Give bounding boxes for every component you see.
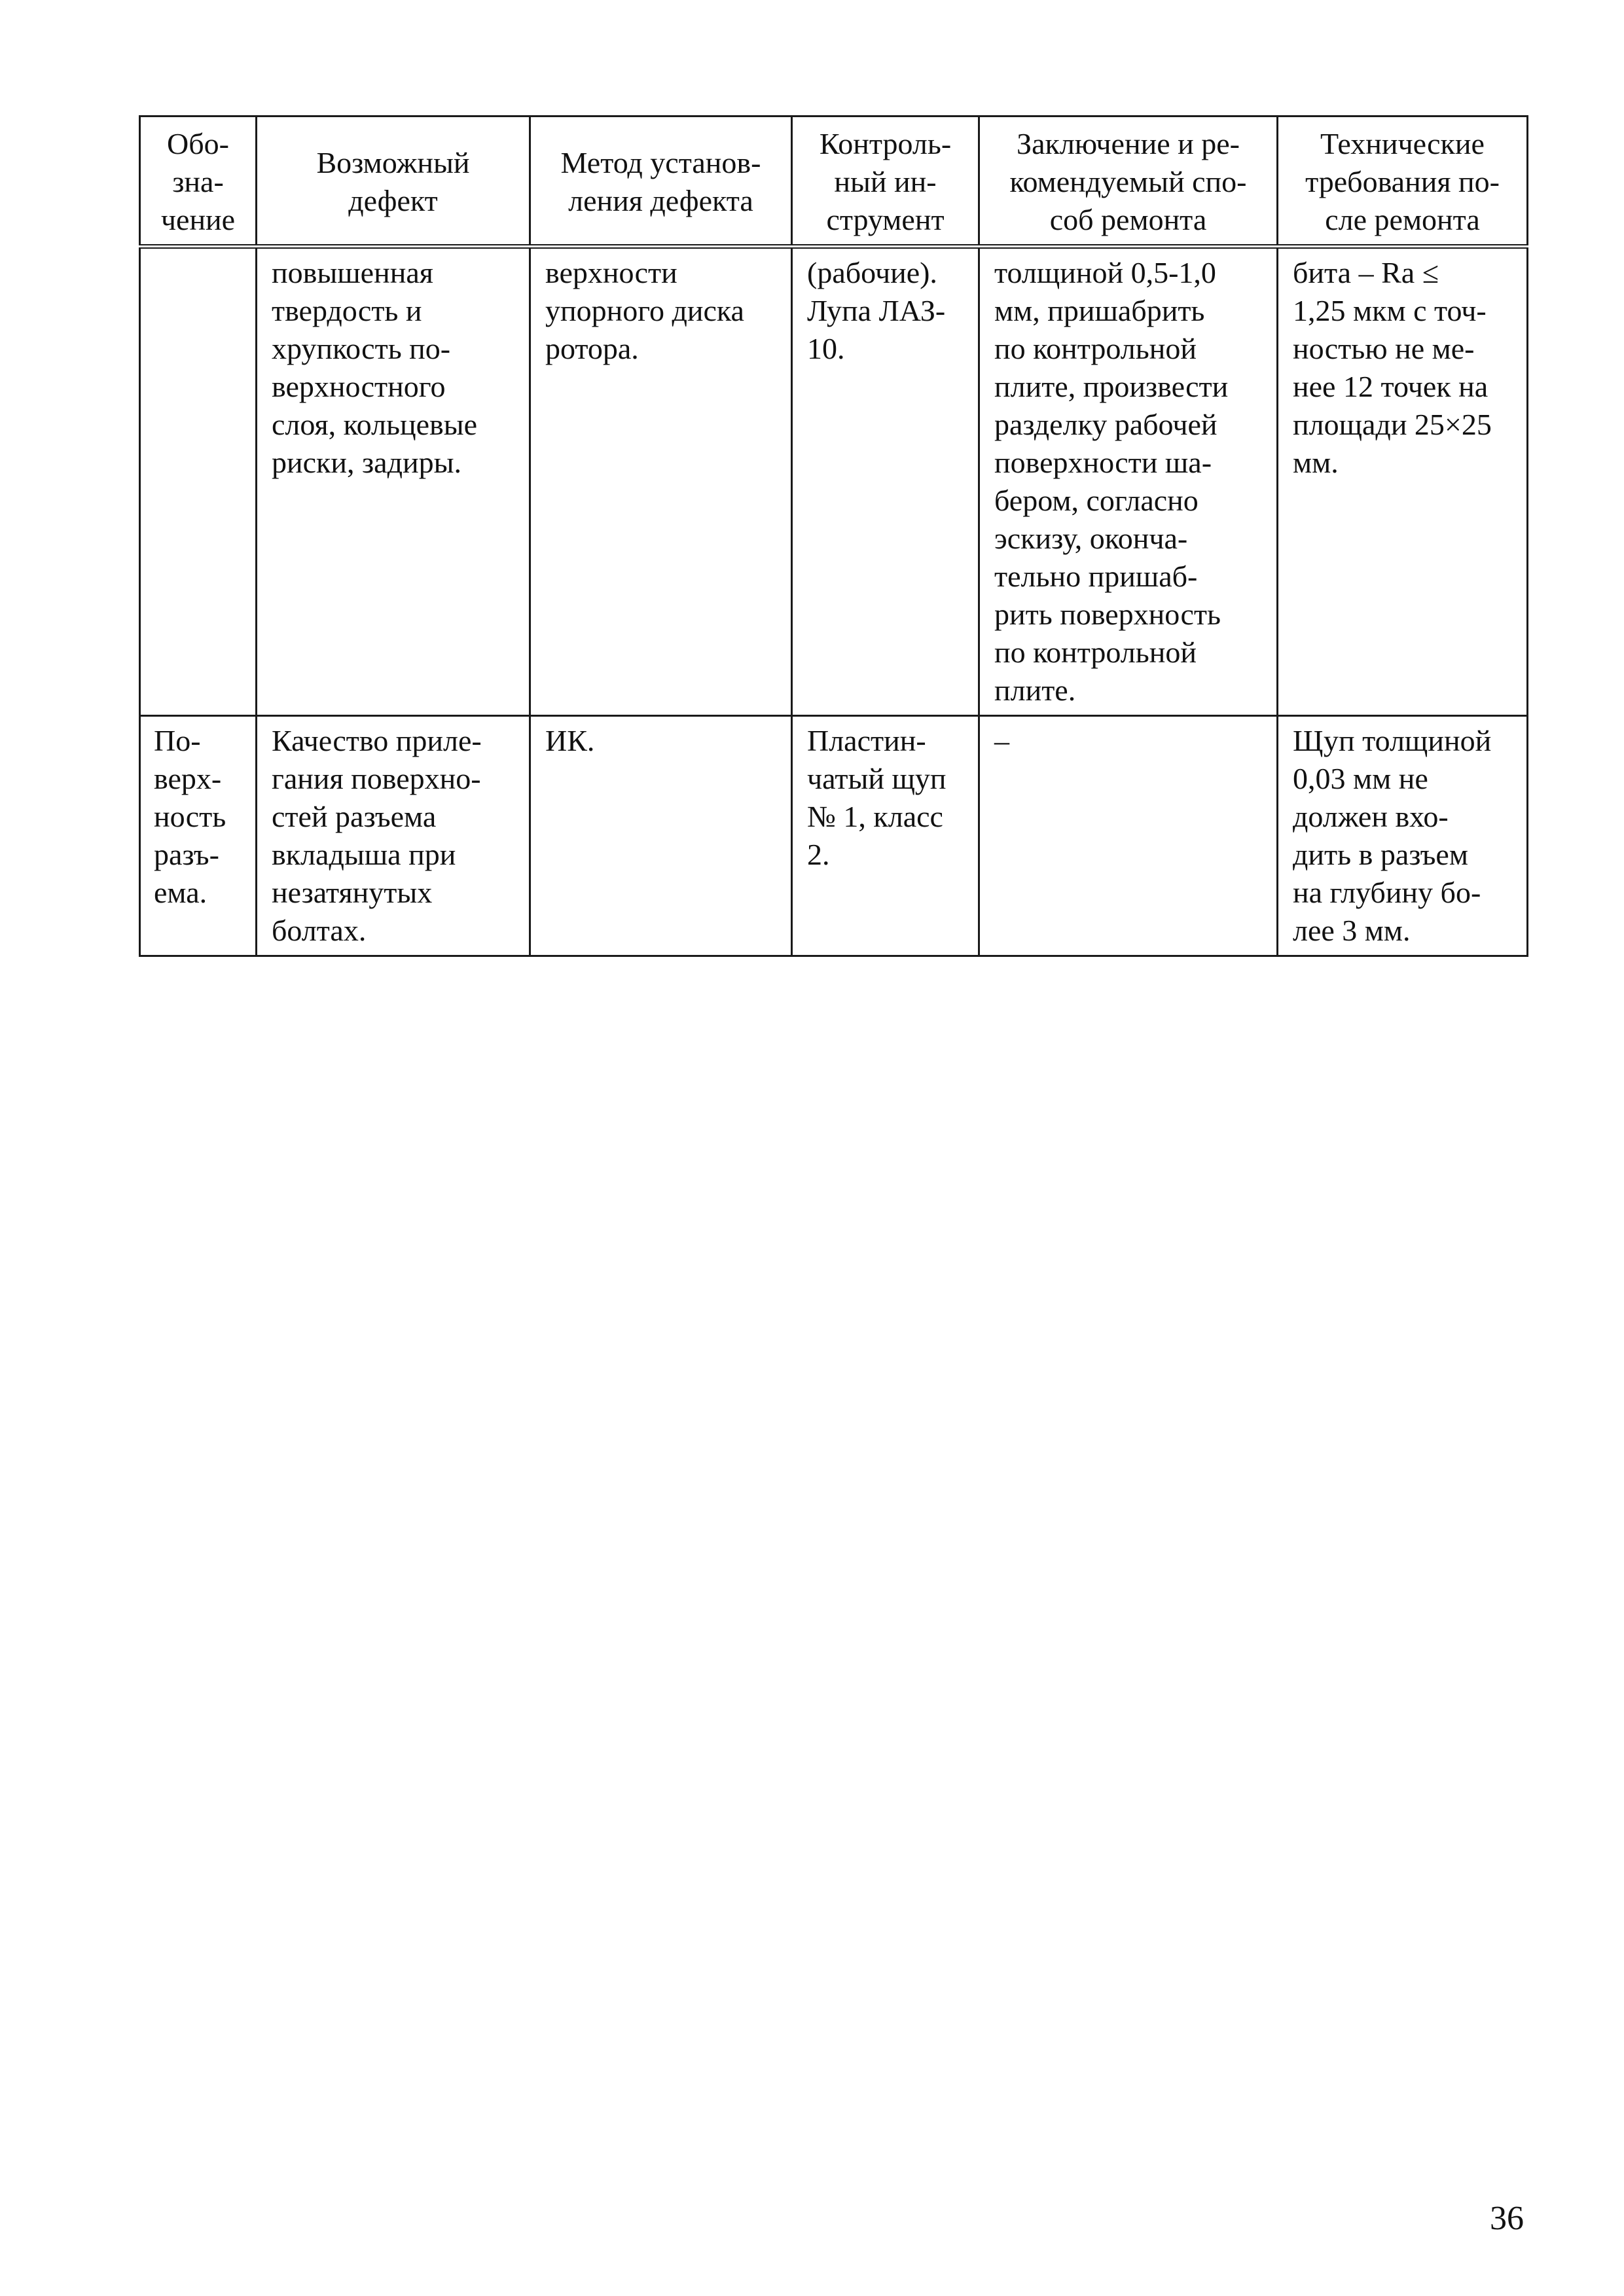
cell-possible-defect: Качество приле- гания поверхно- стей разъема вкладыша при незатянутых болтах. [257, 716, 530, 956]
cell-tech-requirements: бита – Ra ≤ 1,25 мкм с точ- ностью не ме- нее 12 точек на площади 25×25 мм. [1278, 247, 1528, 716]
defects-table [139, 115, 1528, 957]
cell-control-tool: Пластин- чатый щуп № 1, класс 2. [792, 716, 979, 956]
cell-conclusion-repair: толщиной 0,5-1,0 мм, пришабрить по контрольной плите, произвести разделку рабочей поверхности ша- бером, согласно эскизу, оконча- тельно пришаб- рить поверхность по контрольной плите. [979, 247, 1278, 716]
cell-designation: По- верх- ность разъ- ема. [140, 716, 257, 956]
header-conclusion-repair: Заключение и ре- комендуемый спо- соб ремонта [979, 117, 1278, 247]
table-row [140, 247, 1528, 716]
header-designation: Обо- зна- чение [140, 117, 257, 247]
table-row [140, 716, 1528, 956]
header-detection-method: Метод установ- ления дефекта [530, 117, 792, 247]
header-possible-defect: Возможный дефект [257, 117, 530, 247]
cell-designation [140, 247, 257, 716]
cell-tech-requirements: Щуп толщиной 0,03 мм не должен вхо- дить в разъем на глубину бо- лее 3 мм. [1278, 716, 1528, 956]
header-control-tool: Контроль- ный ин- струмент [792, 117, 979, 247]
cell-detection-method: ИК. [530, 716, 792, 956]
table-body [140, 247, 1528, 956]
page-number: 36 [1490, 2200, 1524, 2237]
cell-possible-defect: повышенная твердость и хрупкость по- верхностного слоя, кольцевые риски, задиры. [257, 247, 530, 716]
header-row [140, 117, 1528, 247]
table-header [140, 117, 1528, 247]
header-tech-requirements: Технические требования по- сле ремонта [1278, 117, 1528, 247]
cell-control-tool: (рабочие). Лупа ЛАЗ- 10. [792, 247, 979, 716]
cell-detection-method: верхности упорного диска ротора. [530, 247, 792, 716]
cell-conclusion-repair: – [979, 716, 1278, 956]
